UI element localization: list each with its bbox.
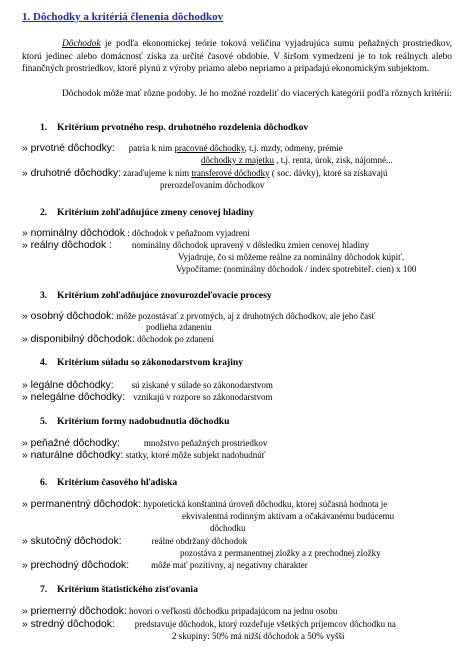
intro-paragraph-2	[22, 88, 452, 101]
item-realny-dochodok-cont: Vyjadruje, čo si môžeme reálne za nominálny dôchodok kúpiť.	[178, 252, 405, 262]
section-heading-5: 5. Kritérium formy nadobudnutia dôchodku	[40, 416, 230, 427]
item-realny-dochodok: » reálny dôchodok : nominálny dôchodok upravený v dôsledku zmien cenovej hladiny	[22, 240, 370, 251]
section-heading-4: 4. Kritérium súladu so zákonodarstvom krajiny	[40, 357, 244, 368]
section-heading-3: 3. Kritérium zohľadňujúce znovurozdeľovacie procesy	[40, 290, 272, 301]
intro-paragraph	[22, 38, 452, 76]
item-prvotne-dochodky: » prvotné dôchodky: patria k nim pracovné dôchodky, t.j. mzdy, odmeny, prémie	[22, 143, 343, 154]
item-permanentny-dochodok: » permanentný dôchodok: hypotetická konštantná úroveň dôchodku, ktorej súčasná hodnota je	[22, 499, 388, 510]
item-osobny-dochodok: » osobný dôchodok: môže pozostávať z prvotných, aj z druhotných dôchodkov, ale jeho časť	[22, 311, 376, 322]
item-druhotne-dochodky: » druhotné dôchodky: zaraďujeme k nim transferové dôchodky ( soc. dávky), ktoré sa získavajú	[22, 168, 388, 179]
item-nelegalne-dochodky: » nelegálne dôchodky: vznikajú v rozpore so zákonodarstvom	[22, 392, 273, 403]
item-osobny-dochodok-cont: podlieha zdaneniu	[146, 322, 212, 332]
item-stredny-dochodok: » stredný dôchodok: predstavuje dôchodok, ktorý rozdeľuje všetkých príjemcov dôchodku na	[22, 619, 396, 630]
item-permanentny-dochodok-cont: ekvivalentná rodinným aktívam a očakávanému budúcemu	[182, 511, 395, 521]
item-druhotne-dochodky-cont: prerozdeľovaním dôchodkov	[160, 180, 265, 190]
intro-text: je podľa ekonomickej teórie toková veličina vyjadrujúca sumu peňažných prostriedkov, ktorú jedinec alebo domácnosť získa za určité časové obdobie. V širšom vymedzení je to tok reálnych alebo finančných prostriedkov, ktoré plynú z výroby priamo alebo nepriamo a pripadajú ekonomickým subjektom.	[22, 39, 452, 75]
item-naturalne-dochodky: » naturálne dôchodky: statky, ktoré môže subjekt nadobudnúť	[22, 450, 266, 461]
item-skutocny-dochodok-cont: pozostáva z permanentnej zložky a z prechodnej zložky	[180, 548, 381, 558]
page-title: 1. Dôchodky a kritériá členenia dôchodkov	[22, 11, 224, 23]
item-skutocny-dochodok: » skutočný dôchodok: reálne obdržaný dôchodok	[22, 536, 248, 547]
item-permanentny-dochodok-cont2: dôchodku	[210, 523, 246, 533]
item-priemerny-dochodok: » priemerný dôchodok: hovorí o veľkosti dôchodku pripadajúcom na jednu osobu	[22, 606, 338, 617]
item-disponibilny-dochodok: » disponibilný dôchodok: dôchodok po zdanení	[22, 334, 215, 345]
intro-text-2: Dôchodok môže mať rôzne podoby. Je ho možné rozdeliť do viacerých kategórií podľa rôznych kritérií:	[62, 89, 452, 99]
item-penazne-dochodky: » peňažné dôchodky: množstvo peňažných prostriedkov	[22, 438, 268, 449]
item-nominalny-dochodok: » nominálny dôchodok : dôchodok v peňažnom vyjadrení	[22, 228, 250, 239]
section-heading-6: 6. Kritérium časového hľadiska	[40, 477, 178, 488]
section-heading-7: 7. Kritérium štatistického zisťovania	[40, 584, 198, 595]
section-heading-1: 1. Kritérium prvotného resp. druhotného rozdelenia dôchodkov	[40, 122, 309, 133]
item-realny-dochodok-formula: Vypočítame: (nominálny dôchodok / index spotrebiteľ. cien) x 100	[176, 264, 417, 274]
section-heading-2: 2. Kritérium zohľadňujúce zmeny cenovej hladiny	[40, 207, 254, 218]
item-prechodny-dochodok: » prechodný dôchodok: môže mať pozitívny, aj negatívny charakter	[22, 560, 308, 571]
item-stredny-dochodok-cont: 2 skupiny: 50% má nižší dôchodok a 50% vyšší	[172, 631, 345, 641]
item-prvotne-dochodky-cont: dôchodky z majetku , t.j. renta, úrok, zisk, nájomné...	[201, 155, 393, 165]
intro-lead-term: Dôchodok	[62, 39, 101, 49]
item-legalne-dochodky: » legálne dôchodky: sú získané v súlade so zákonodarstvom	[22, 380, 273, 391]
